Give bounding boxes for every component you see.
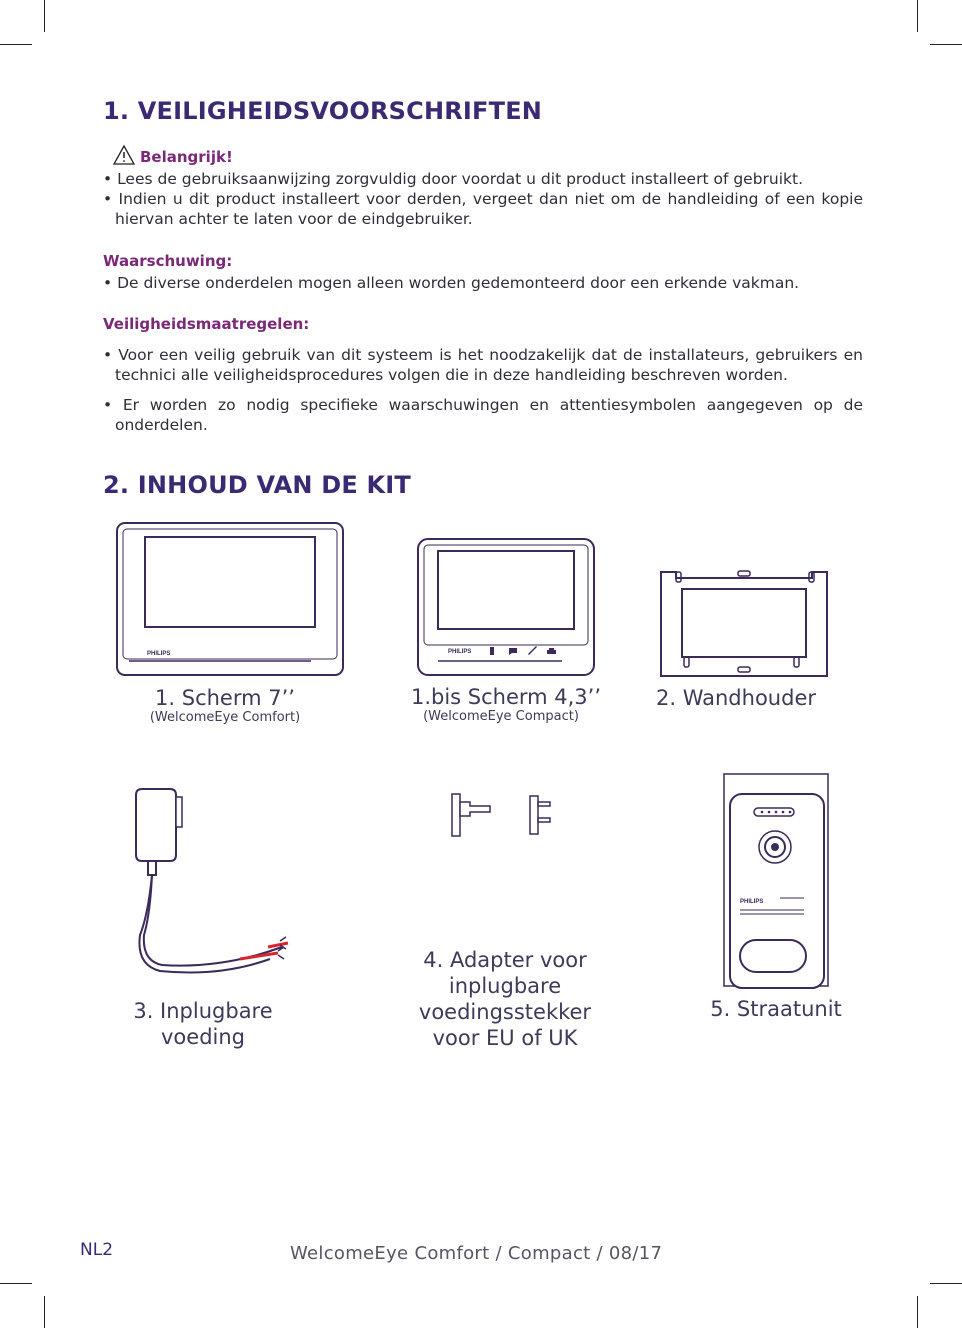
important-label: Belangrijk! <box>140 148 233 166</box>
crop-mark <box>44 0 45 32</box>
section-title-safety: 1. VEILIGHEIDSVOORSCHRIFTEN <box>103 97 543 125</box>
caption-screen-4-3-model: (WelcomeEye Compact) <box>423 709 579 724</box>
caption-power-supply <box>103 998 303 1050</box>
safety-text <box>103 345 863 435</box>
warning-text <box>103 273 863 293</box>
list-item: • De diverse onderdelen mogen alleen worden gedemonteerd door een erkende vakman. <box>103 274 800 292</box>
caption-street-unit: 5. Straatunit <box>710 997 842 1021</box>
list-item: • Er worden zo nodig specifieke waarschuwingen en attentiesymbolen aangegeven op de onderdelen. <box>103 396 863 434</box>
wall-bracket-illustration <box>658 567 830 679</box>
caption-line: 3. Inplugbare <box>133 999 273 1023</box>
list-item: • Indien u dit product installeert voor derden, vergeet dan niet om de handleiding of een kopie hiervan achter te laten voor de eindgebruiker. <box>103 190 863 228</box>
list-item: • Lees de gebruiksaanwijzing zorgvuldig door voordat u dit product installeert of gebruikt. <box>103 170 804 188</box>
plug-adapter-illustration <box>446 790 556 840</box>
crop-mark <box>917 1296 918 1328</box>
crop-mark <box>930 1283 962 1284</box>
philips-logo: PHILIPS <box>448 649 472 655</box>
power-supply-illustration <box>128 783 298 983</box>
caption-screen-4-3: 1.bis Scherm 4,3’’ <box>410 685 602 709</box>
caption-line: voor EU of UK <box>432 1026 578 1050</box>
philips-logo: PHILIPS <box>740 899 764 905</box>
button-icon <box>490 647 494 655</box>
safety-label: Veiligheidsmaatregelen: <box>103 315 310 333</box>
important-text <box>103 169 863 229</box>
list-item: • Voor een veilig gebruik van dit systeem is het noodzakelijk dat de installateurs, gebruikers en technici alle veiligheidsprocedures volgen die in deze handleiding beschreven worden. <box>103 346 863 384</box>
crop-mark <box>0 1283 32 1284</box>
section-title-kit: 2. INHOUD VAN DE KIT <box>103 471 411 499</box>
philips-logo: PHILIPS <box>147 651 171 657</box>
footer-doc-title: WelcomeEye Comfort / Compact / 08/17 <box>290 1243 663 1264</box>
screen-4-3-illustration <box>416 537 596 677</box>
caption-screen-7: 1. Scherm 7’’ <box>155 686 295 710</box>
street-unit-illustration <box>720 770 834 992</box>
caption-line: voedingsstekker <box>418 1000 592 1024</box>
caption-line: inplugbare <box>448 974 562 998</box>
caption-wall-bracket: 2. Wandhouder <box>656 686 816 710</box>
caption-line: 4. Adapter voor <box>423 948 587 972</box>
crop-mark <box>917 0 918 32</box>
caption-screen-7-model: (WelcomeEye Comfort) <box>149 710 301 725</box>
page-number: NL2 <box>80 1240 114 1260</box>
crop-mark <box>44 1296 45 1328</box>
caption-plug-adapter <box>395 947 615 1051</box>
screen-7-illustration <box>115 521 345 677</box>
warning-label: Waarschuwing: <box>103 252 233 270</box>
caption-line: voeding <box>161 1025 245 1049</box>
warning-triangle-icon <box>112 144 136 166</box>
call-button <box>740 940 806 972</box>
crop-mark <box>930 44 962 45</box>
crop-mark <box>0 44 32 45</box>
